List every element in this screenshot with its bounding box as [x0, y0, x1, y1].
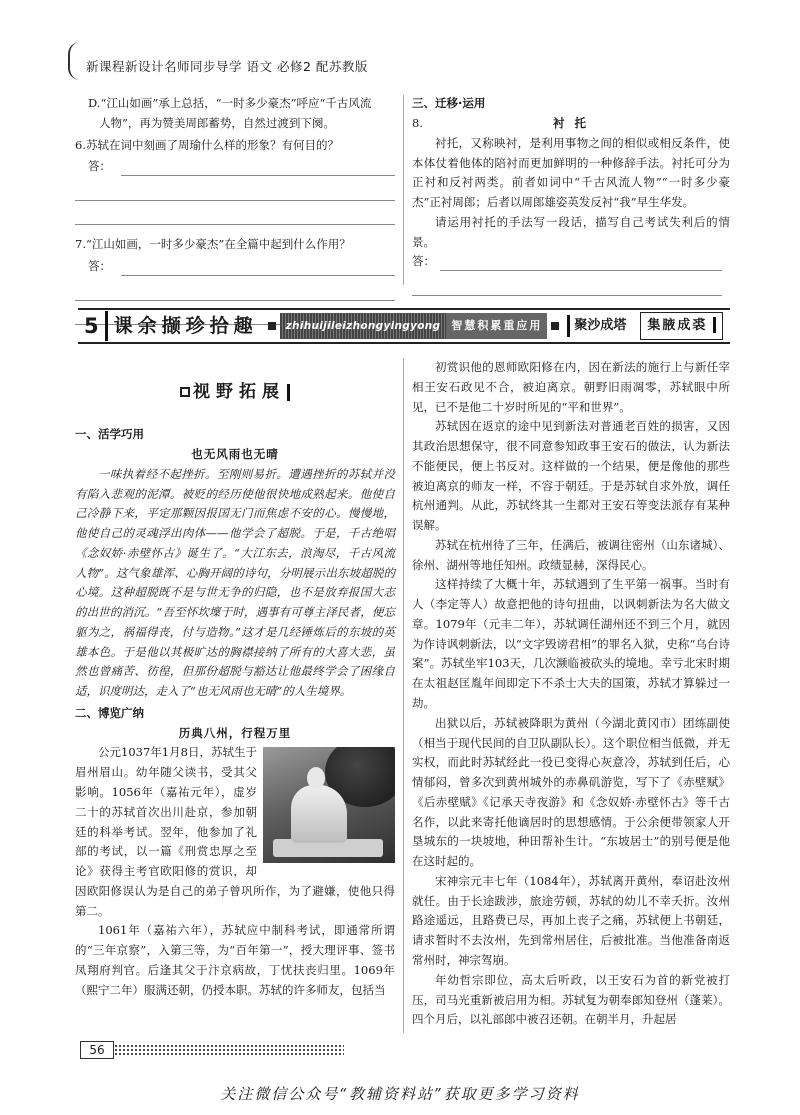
section-banner	[78, 308, 730, 344]
question-7: 7.“江山如画，一时多少豪杰”在全篇中起到什么作用？	[75, 237, 351, 252]
answer-line[interactable]	[121, 275, 395, 276]
article-1-title: 也无风雨也无晴	[191, 447, 279, 461]
banner-slogan: 智慧积累重应用	[446, 313, 547, 340]
answer-line[interactable]	[121, 175, 395, 176]
article-2-title: 历典八州，行程万里	[178, 725, 292, 740]
article-2-para-8: 宋神宗元丰七年（1084年），苏轼离开黄州，奉诏赴汝州就任。由于长途跋涉，旅途劳顿，苏轼的幼儿不幸夭折。汝州路途遥远，且路费已尽，再加上丧子之痛，苏轼便上书朝廷，请求暂时不去汝州，先到常州居住，后被批准。当他准备南返常州时，神宗驾崩。	[412, 873, 730, 967]
section-title: 三、迁移·运用	[412, 96, 486, 110]
section-1-title: 一、活学巧用	[75, 427, 144, 442]
article-2-para-7: 出狱以后，苏轼被降职为黄州（今湖北黄冈市）团练副使（相当于现代民间的自卫队副队长）。这个职位相当低微，并无实权，而此时苏轼经此一役已变得心灰意冷，苏轼到任后，心情郁闷，曾多次到黄州城外的赤鼻矶游览，写下了《赤壁赋》《后赤壁赋》《记承天寺夜游》和《念奴娇·赤壁怀古》等千古名作，以此来寄托他谪居时的思想感情。于公余便带领家人开垦城东的一块坡地，种田帮补生计。“东坡居士”的别号便是他在这时起的。	[412, 715, 730, 869]
header-bracket	[68, 42, 80, 80]
dot-pattern	[114, 1044, 344, 1056]
question-8-header	[412, 114, 730, 134]
section-2-title: 二、博览广纳	[75, 705, 144, 720]
answer-line[interactable]	[75, 277, 395, 301]
answer-label: 答：	[88, 259, 111, 274]
banner-pinyin: zhihuijileizhongyingyong	[280, 313, 447, 339]
panel-title: 视野拓展	[75, 378, 395, 407]
square-icon	[268, 322, 276, 330]
article-2-para-3: 初赏识他的恩师欧阳修在内，因在新法的施行上与新任宰相王安石政见不合，被迫离京。朝野旧雨凋零，苏轼眼中所见，已不是他二十岁时所见的“平和世界”。	[412, 360, 730, 414]
question-number: 8.	[412, 115, 423, 130]
answer-line[interactable]	[440, 270, 722, 271]
article-2-para-4: 苏轼因在返京的途中见到新法对普通老百姓的损害，又因其政治思想保守，很不同意参知政事王安石的做法，认为新法不能便民，便上书反对。这样做的一个结果，便是像他的那些被迫离京的师友一样，不容于朝廷。于是苏轼自求外放，调任杭州通判。从此，苏轼终其一生都对王安石等变法派存有某种误解。	[412, 419, 730, 533]
su-shi-statue-photo	[263, 747, 395, 863]
answer-line[interactable]	[75, 177, 395, 201]
reading-right-column	[412, 358, 730, 1030]
article-2-para-6: 这样持续了大概十年，苏轼遇到了生平第一祸事。当时有人（李定等人）故意把他的诗句扭曲，以讽刺新法为名大做文章。1079年（元丰二年），苏轼调任湖州还不到三个月，就因为作诗讽刺新法，以“文字毁谤君相”的罪名入狱，史称“乌台诗案”。苏轼坐牢103天，几次濒临被砍头的境地。幸亏北宋时期在太祖赵匡胤年间即定下不杀士大夫的国策，苏轼才算躲过一劫。	[412, 577, 730, 711]
question-8-text: 衬托，又称映衬，是利用事物之间的相似或相反条件，使本体仗着他体的陪衬而更加鲜明的一种修辞手法。衬托可分为正衬和反衬两类。前者如词中“千古风流人物”“一时多少豪杰”正衬周郎；后者以周郎雄姿英发反衬“我”早生华发。	[412, 135, 730, 210]
square-icon	[551, 322, 559, 330]
article-2-para-9: 年幼哲宗即位，高太后听政，以王安石为首的新党被打压，司马光重新被启用为相。苏轼复为朝奉郎知登州（蓬莱）。四个月后，以礼部郎中被召还朝。在朝半月，升起居	[412, 972, 730, 1027]
page-header	[68, 42, 728, 82]
answer-label: 答：	[88, 159, 111, 174]
column-divider	[403, 95, 404, 285]
article-1-body: 一味执着经不起挫折。至刚则易折。遭遇挫折的苏轼并没有陷入悲观的泥潭。被贬的经历使他很快地成熟起来。他使自己冷静下来，平定那颗因报国无门而焦虑不安的心。慢慢地，他使自己的灵魂浮出肉体——他学会了超脱。于是，千古绝唱《念奴娇·赤壁怀古》诞生了。“大江东去，浪淘尽，千古风流人物”。这气象雄浑、心胸开阔的诗句，分明展示出东坡超脱的心境。这种超脱既不是与世无争的归隐，也不是放弃报国大志的出世的消沉。“吾至怀坎壈于时，遇事有可尊主泽民者，便忘躯为之，祸福得丧，付与造物。”这才是几经锤炼后的东坡的英雄本色。于是他以其极旷达的胸襟接纳了所有的大喜大悲，虽然也曾痛苦、彷徨，但那份超脱与豁达让他最终学会了困缘自适，识度明达，走入了“也无风雨也无晴”的人生境界。	[75, 466, 395, 699]
exercise-left-column	[75, 94, 395, 325]
article-2-para-5: 苏轼在杭州待了三年，任满后，被调往密州（山东诸城）、徐州、湖州等地任知州。政绩显赫，深得民心。	[412, 537, 730, 572]
answer-row-6	[75, 157, 395, 177]
option-d: D.“江山如画”承上总括，“一时多少豪杰”呼应“千古风流 人物”，再为赞美周郎蓄势，自然过渡到下阕。	[88, 96, 372, 130]
header-title: 新课程新设计名师同步导学 语文 必修2 配苏教版	[86, 59, 368, 74]
article-2-para-2: 1061年（嘉祐六年），苏轼应中制科考试，即通常所谓的“三年京察”，入第三等，为“百年第一”，授大理评事、签书凤翔府判官。后逢其父于汴京病故，丁忧扶丧归里。1069年（熙宁二年）服满还朝，仍授本职。苏轼的许多师友，包括当	[75, 923, 395, 997]
banner-title: 课余撷珍拾趣	[113, 314, 258, 337]
footer-note: 关注微信公众号“教辅资料站”获取更多学习资料	[220, 1085, 580, 1103]
answer-row-8	[412, 252, 730, 272]
answer-line[interactable]	[412, 272, 722, 296]
question-6: 6.苏轼在词中刻画了周瑜什么样的形象？有何目的？	[75, 137, 339, 152]
page-number: 56	[80, 1041, 114, 1059]
question-8-prompt: 请运用衬托的手法写一段话，描写自己考试失利后的情景。	[412, 214, 730, 249]
answer-line[interactable]	[75, 201, 395, 225]
banner-tag-2: 集腋成裘	[640, 312, 723, 340]
question-title: 衬 托	[552, 115, 589, 130]
reading-left-column	[75, 358, 395, 1000]
exercise-right-column	[412, 94, 730, 296]
article-2-para-1: 公元1037年1月8日，苏轼生于眉州眉山。幼年随父读书，受其父影响。1056年（嘉祐元年），虚岁二十的苏轼首次出川赴京，参加朝廷的科举考试。翌年，他参加了礼部的考试，以一篇《刑赏忠厚之至论》获得主考官欧阳修的赏识，却因欧阳修误认为是自己的弟子曾巩所作，为了避嫌，使他只得第二。	[75, 743, 395, 921]
page-footer	[80, 1041, 730, 1059]
banner-tag-1: 聚沙成塔	[567, 315, 626, 337]
answer-row-7	[75, 257, 395, 277]
banner-number: 5	[78, 311, 108, 341]
column-divider	[403, 358, 404, 1033]
square-icon	[180, 387, 190, 397]
answer-label: 答：	[412, 254, 435, 269]
